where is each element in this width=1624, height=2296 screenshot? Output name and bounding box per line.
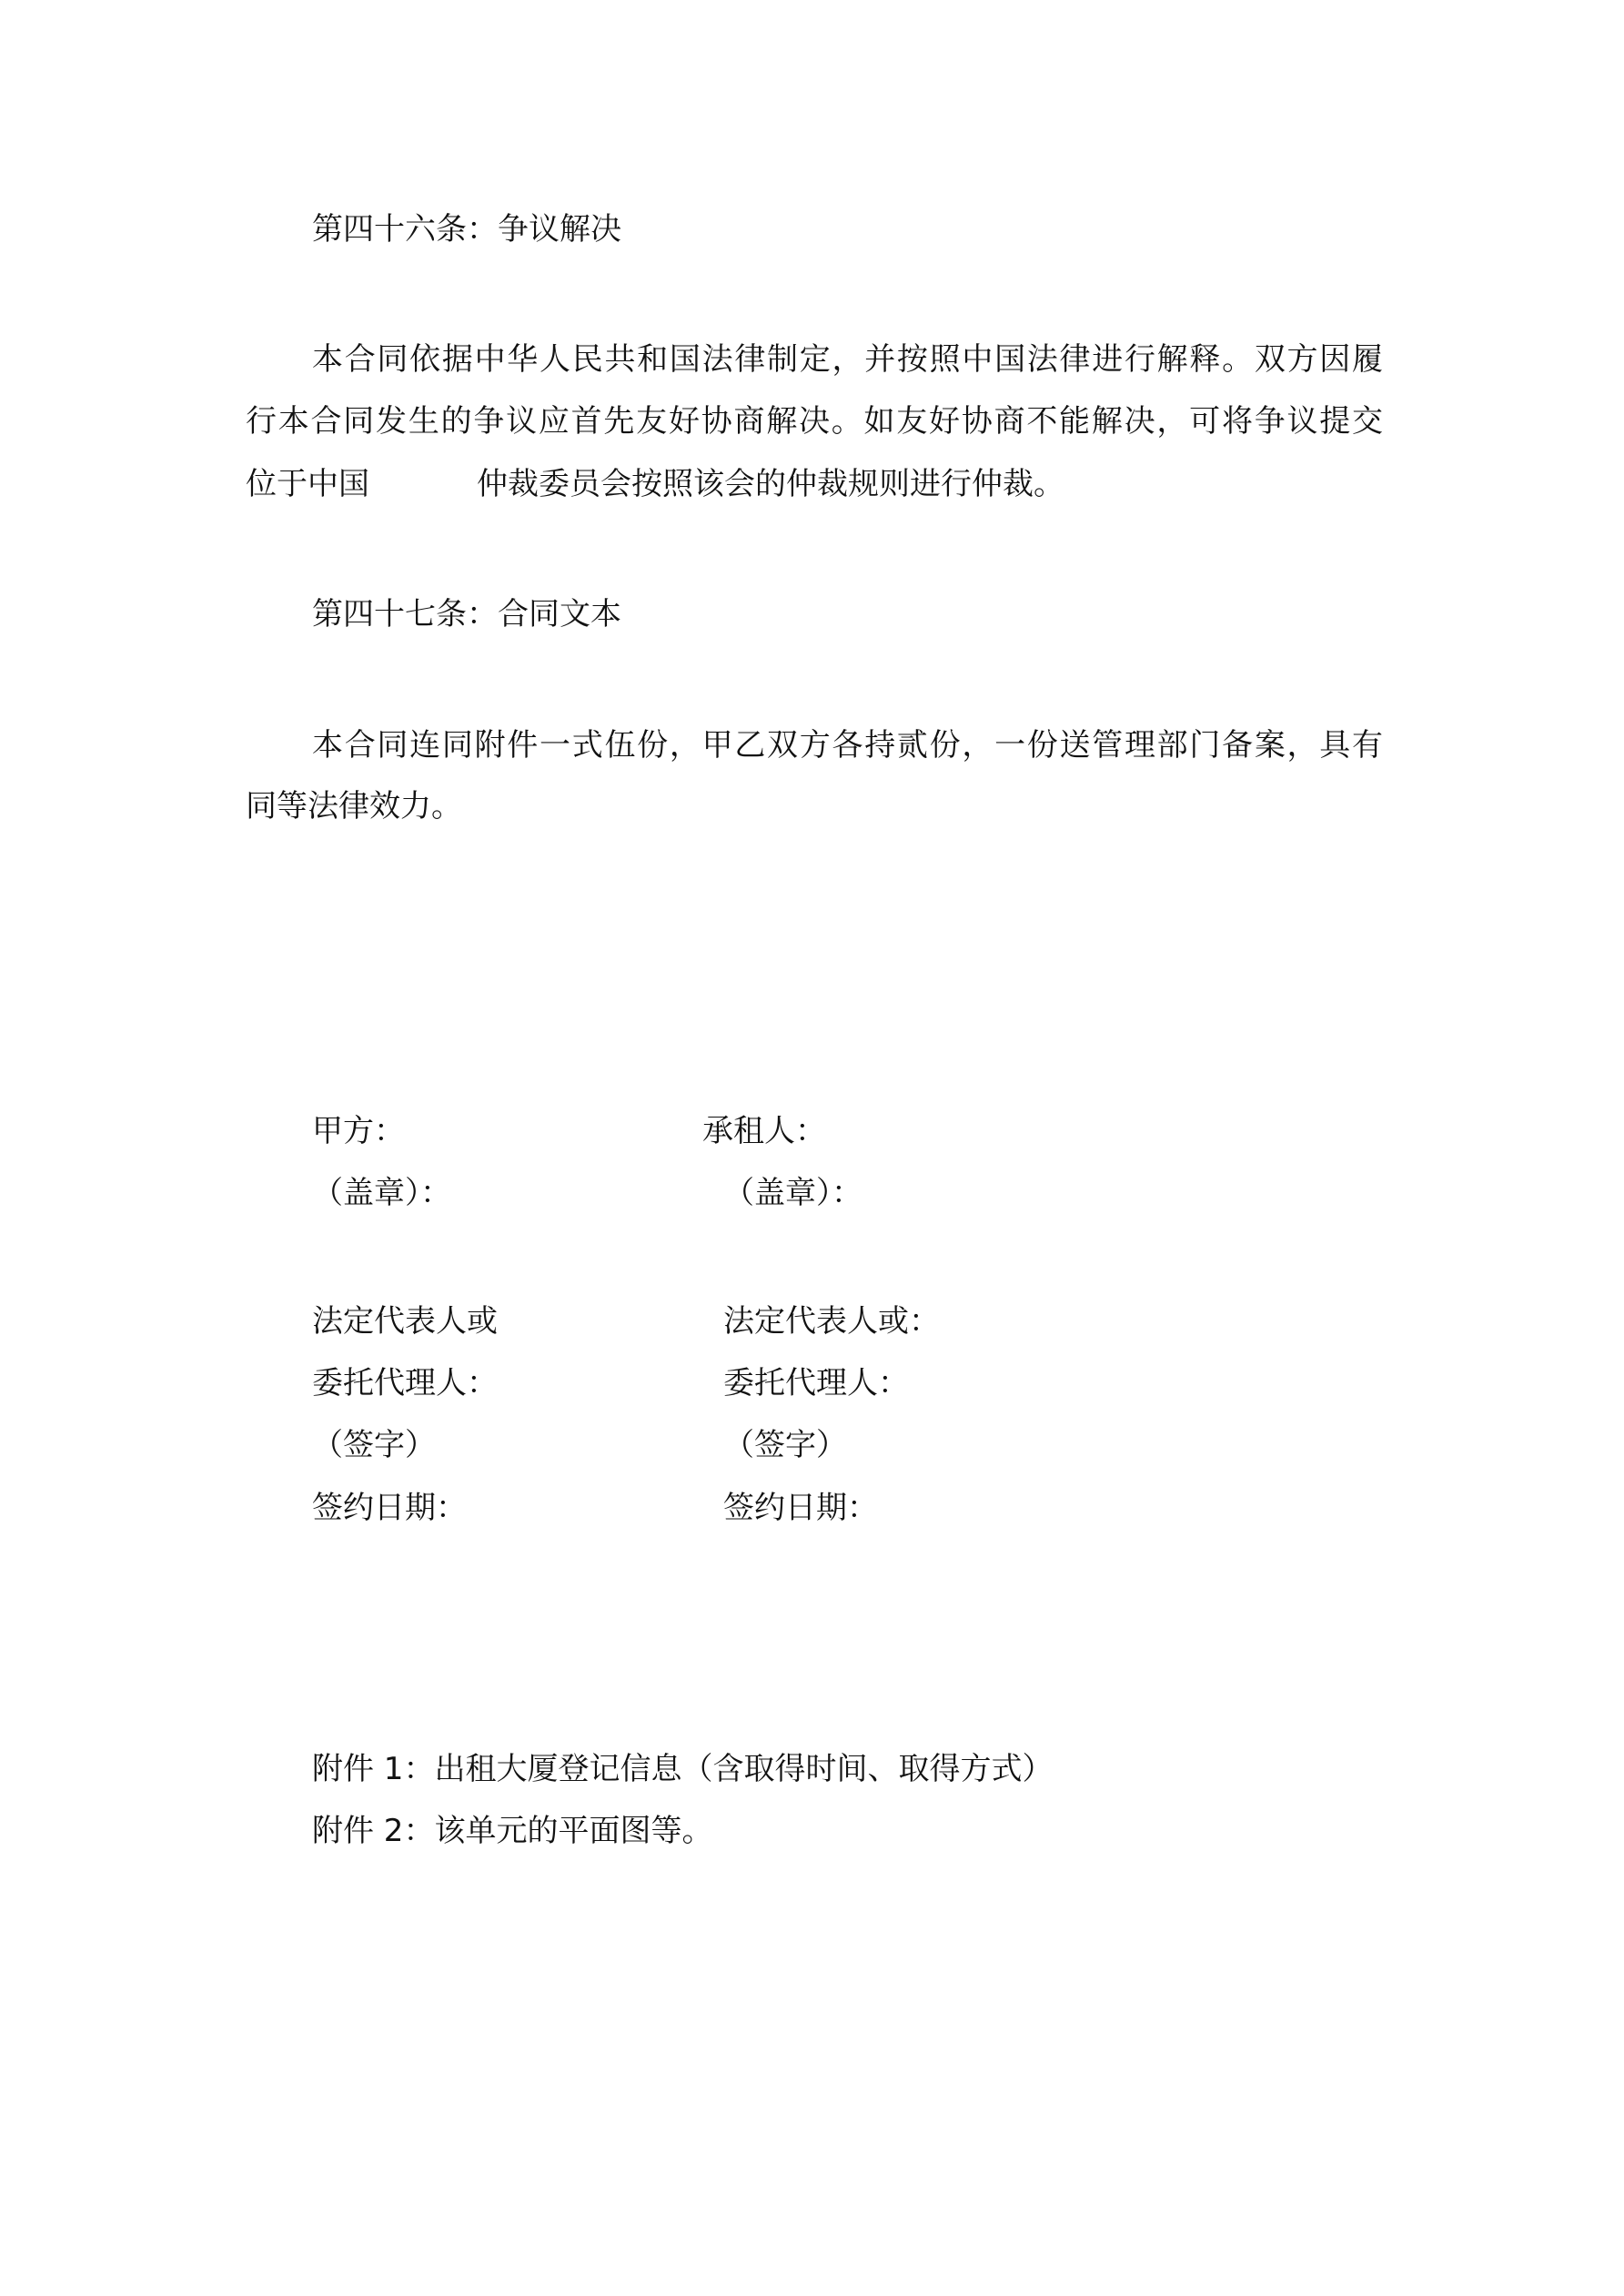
party-a-seal: （盖章）： [312,1175,451,1211]
arbitration-clause-suffix: 仲裁委员会按照该会的仲裁规则进行仲裁。 [477,466,1064,502]
party-b-date: 签约日期： [723,1490,878,1526]
article-47-heading: 第四十七条：合同文本 [312,596,621,632]
party-a-signature: （签字） [312,1427,436,1463]
article-46-line-3 [246,466,1064,502]
party-b-representative-line-1: 法定代表人或： [723,1303,940,1340]
attachment-1: 附件 1：出租大厦登记信息（含取得时间、取得方式） [312,1751,1054,1787]
article-46-line-1: 本合同依据中华人民共和国法律制定，并按照中国法律进行解释。双方因履 [312,341,1383,378]
party-a-representative-line-2: 委托代理人： [312,1365,498,1401]
party-a-date: 签约日期： [312,1490,467,1526]
party-b-signature: （签字） [723,1427,847,1463]
article-47-line-2: 同等法律效力。 [246,788,462,824]
article-46-line-2: 行本合同发生的争议应首先友好协商解决。如友好协商不能解决，可将争议提交 [246,403,1383,440]
party-b-seal: （盖章）： [723,1175,862,1211]
party-b-representative-line-2: 委托代理人： [723,1365,909,1401]
article-47-line-1: 本合同连同附件一式伍份，甲乙双方各持贰份，一份送管理部门备案，具有 [312,727,1383,764]
party-a-label: 甲方： [312,1113,405,1149]
party-a-representative-line-1: 法定代表人或 [312,1303,498,1340]
arbitration-location-prefix: 位于中国 [246,466,369,502]
article-46-heading: 第四十六条：争议解决 [312,211,621,248]
attachment-2: 附件 2：该单元的平面图等。 [312,1813,713,1849]
party-b-label: 承租人： [702,1113,826,1149]
